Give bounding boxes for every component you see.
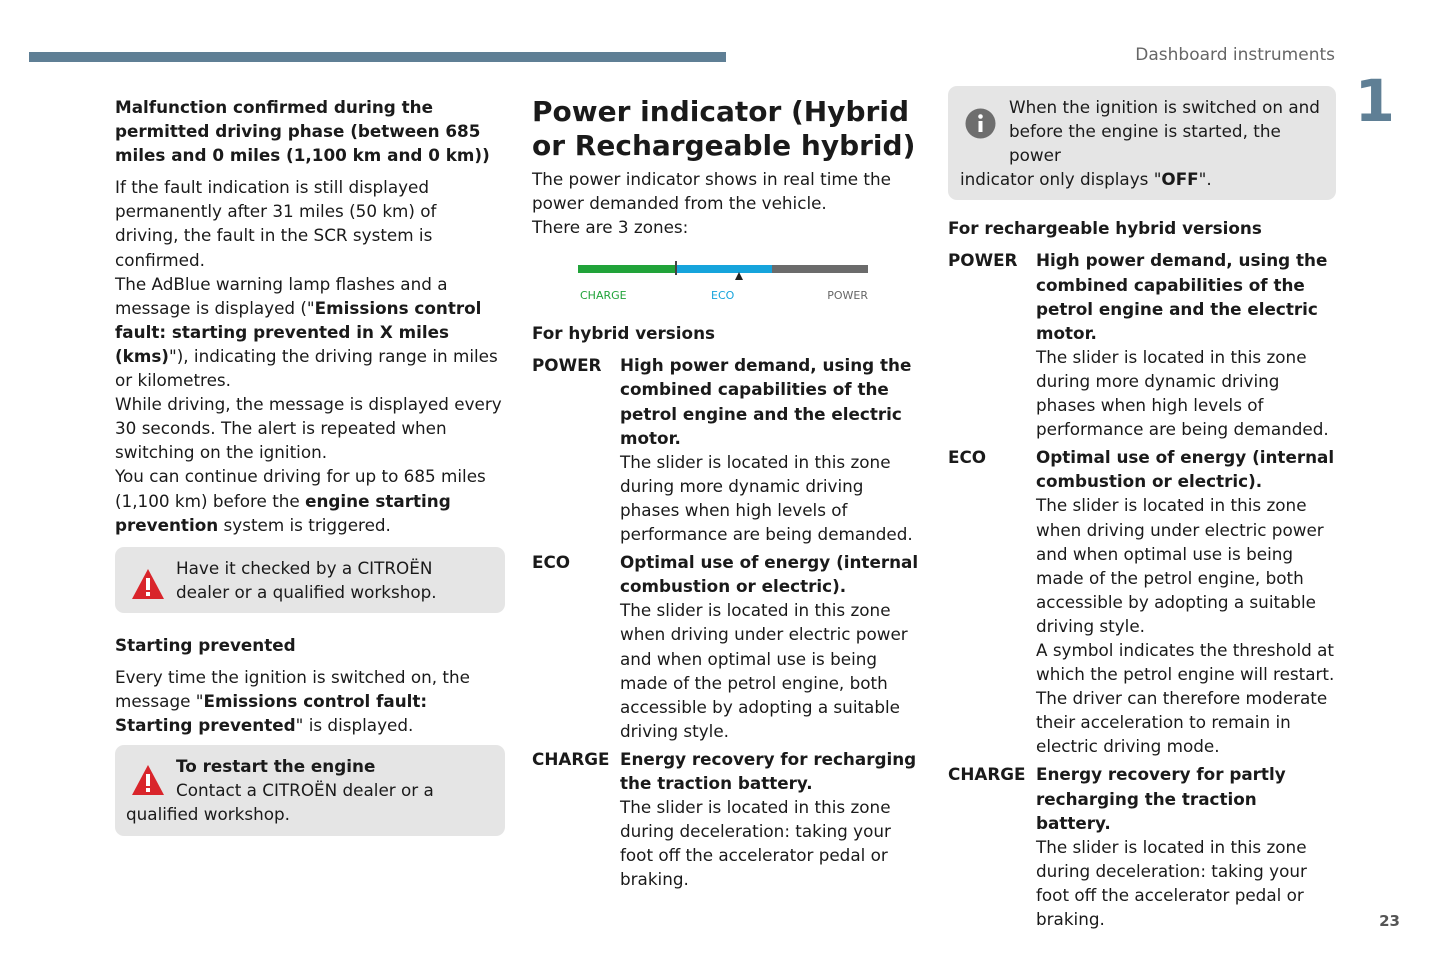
info-text: indicator only displays "OFF". [960,169,1212,190]
term-eco: ECO [948,447,987,468]
definition-charge: Energy recovery for recharging the traction battery. The slider is located in this zone during deceleration: taking your foot off the accelerator pedal or braking. [620,748,917,890]
zone-definitions [948,248,1336,935]
chapter-number: 1 [1354,67,1395,135]
eco-zone [676,265,772,273]
starting-prevented-heading: Starting prevented [115,634,296,655]
charge-zone [578,265,676,273]
warning-title: To restart the engine [176,756,376,777]
info-box [948,86,1336,200]
power-zone [772,265,868,273]
definition-power: High power demand, using the combined capabilities of the petrol engine and the electric motor. The slider is located in this zone during more dynamic driving phases when high levels of performance are being demanded. [1036,250,1329,440]
hybrid-versions-heading: For hybrid versions [532,323,716,344]
power-indicator-title: Power indicator (Hybrid or Rechargeable hybrid) [532,95,916,162]
gauge-pointer-icon [735,272,743,280]
term-power: POWER [948,250,1018,271]
malfunction-heading: Malfunction confirmed during the permitted driving phase (between 685 miles and 0 miles (1,100 km and 0 km)) [115,97,490,166]
column-left [115,95,505,836]
term-charge: CHARGE [532,748,610,769]
power-label: POWER [827,289,868,303]
paragraph: If the fault indication is still displayed permanently after 31 miles (50 km) of driving, the fault in the SCR system is confirmed. [115,177,437,270]
eco-label: ECO [711,289,735,303]
column-right [948,86,1336,935]
definition-eco: Optimal use of energy (internal combustion or electric). The slider is located in this zone when driving under electric power and when optimal use is being made of the petrol engine, both accessible by adopting a suitable driving style. A symbol indicates the threshold at which the petrol engine will restart. The driver can therefore moderate their acceleration to remain in electric driving mode. [1036,447,1335,757]
term-charge: CHARGE [948,764,1026,785]
paragraph: There are 3 zones: [532,217,689,238]
warning-box [115,745,505,835]
column-middle [532,95,920,895]
power-indicator-gauge [578,257,878,305]
charge-label: CHARGE [580,289,627,303]
info-icon [965,108,996,139]
paragraph: You can continue driving for up to 685 miles (1,100 km) before the engine starting prevention system is triggered. [115,466,486,535]
page-number: 23 [1379,912,1400,930]
info-text: When the ignition is switched on and before the engine is started, the power [1009,97,1320,166]
warning-triangle-icon [131,568,165,600]
header-accent-bar [29,52,726,62]
definition-eco: Optimal use of energy (internal combustion or electric). The slider is located in this zone when driving under electric power and when optimal use is being made of the petrol engine, both accessible by adopting a suitable driving style. [620,552,919,741]
zone-definitions [532,353,920,895]
warning-box [115,547,505,613]
term-power: POWER [532,355,602,376]
term-eco: ECO [532,552,571,573]
threshold-tick [675,261,677,275]
warning-triangle-icon [131,764,165,796]
paragraph: Every time the ignition is switched on, the message "Emissions control fault: Starting prevented" is displayed. [115,666,470,736]
rechargeable-versions-heading: For rechargeable hybrid versions [948,218,1262,239]
warning-text: qualified workshop. [126,804,291,825]
paragraph: While driving, the message is displayed every 30 seconds. The alert is repeated when switching on the ignition. [115,394,502,463]
definition-charge: Energy recovery for partly recharging the traction battery. The slider is located in this zone during deceleration: taking your foot off the accelerator pedal or braking. [1036,764,1307,929]
warning-text: Contact a CITROËN dealer or a [176,780,434,801]
definition-power: High power demand, using the combined capabilities of the petrol engine and the electric motor. The slider is located in this zone during more dynamic driving phases when high levels of performance are being demanded. [620,355,913,545]
paragraph: The power indicator shows in real time the power demanded from the vehicle. [532,169,891,214]
paragraph: The AdBlue warning lamp flashes and a message is displayed ("Emissions control fault: starting prevented in X miles (kms)"), indicating the driving range in miles or kilometres. [115,273,498,391]
section-title: Dashboard instruments [1135,45,1335,65]
warning-text: Have it checked by a CITROËN dealer or a qualified workshop. [176,557,437,602]
